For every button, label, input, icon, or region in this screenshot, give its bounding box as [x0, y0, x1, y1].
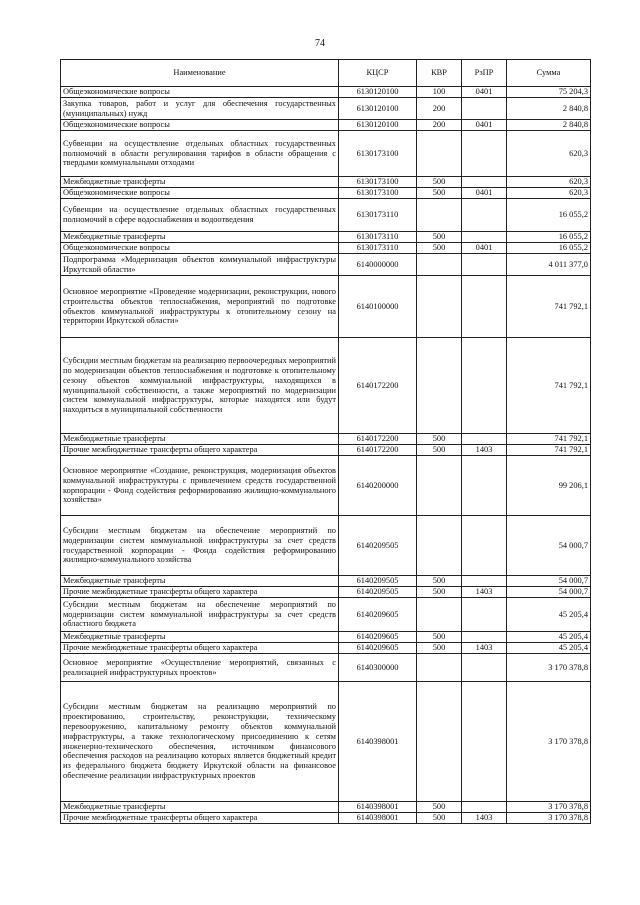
- cell-kcsr: 6140200000: [339, 456, 417, 516]
- cell-name: Прочие межбюджетные трансферты общего характера: [61, 587, 339, 598]
- cell-rzpr: [462, 516, 507, 576]
- cell-kcsr: 6130120100: [339, 98, 417, 120]
- cell-rzpr: 1403: [462, 643, 507, 654]
- cell-name: Межбюджетные трансферты: [61, 232, 339, 243]
- cell-kvr: [417, 131, 462, 177]
- cell-kcsr: 6140209505: [339, 516, 417, 576]
- cell-sum: 741 792,1: [507, 276, 591, 338]
- table-row: [61, 254, 591, 276]
- cell-sum: 54 000,7: [507, 587, 591, 598]
- cell-rzpr: 1403: [462, 587, 507, 598]
- cell-kvr: 500: [417, 434, 462, 445]
- cell-rzpr: [462, 276, 507, 338]
- table-row: [61, 632, 591, 643]
- cell-rzpr: 1403: [462, 813, 507, 824]
- cell-kcsr: 6130173100: [339, 131, 417, 177]
- cell-kvr: 500: [417, 587, 462, 598]
- cell-kcsr: 6130173110: [339, 232, 417, 243]
- table-row: [61, 598, 591, 632]
- table-row: [61, 445, 591, 456]
- cell-kvr: 500: [417, 813, 462, 824]
- cell-rzpr: [462, 682, 507, 802]
- table-row: [61, 276, 591, 338]
- cell-kcsr: 6130173100: [339, 177, 417, 188]
- cell-sum: 2 840,8: [507, 120, 591, 131]
- cell-kvr: 500: [417, 445, 462, 456]
- cell-name: Прочие межбюджетные трансферты общего характера: [61, 445, 339, 456]
- cell-kvr: [417, 682, 462, 802]
- table-row: [61, 131, 591, 177]
- cell-name: Субвенции на осуществление отдельных областных государственных полномочий в области регулирования тарифов в области обращения с твердыми коммунальными отходами: [61, 131, 339, 177]
- table-row: [61, 682, 591, 802]
- cell-sum: 741 792,1: [507, 434, 591, 445]
- cell-rzpr: [462, 232, 507, 243]
- cell-kvr: [417, 338, 462, 434]
- cell-kcsr: 6130173100: [339, 188, 417, 199]
- cell-sum: 45 205,4: [507, 598, 591, 632]
- cell-rzpr: [462, 802, 507, 813]
- cell-kcsr: 6140209505: [339, 576, 417, 587]
- cell-rzpr: 1403: [462, 445, 507, 456]
- table-row: [61, 643, 591, 654]
- cell-kvr: 500: [417, 643, 462, 654]
- cell-kcsr: 6130173110: [339, 243, 417, 254]
- cell-kvr: 500: [417, 576, 462, 587]
- cell-sum: 3 170 378,8: [507, 682, 591, 802]
- cell-name: Субсидии местным бюджетам на реализацию мероприятий по проектированию, строительству, реконструкции, техническому перевооружению, капитальному ремонту объектов коммунальной инфраструктуры, а также технологическому присоединению к сетям инженерно-технического обеспечения, источником финансового обеспечения расходов на реализацию которых является бюджетный кредит из федерального бюджета бюджету Иркутской области на финансовое обеспечение реализации инфраструктурных проектов: [61, 682, 339, 802]
- cell-name: Общеэкономические вопросы: [61, 87, 339, 98]
- cell-name: Субсидии местным бюджетам на обеспечение мероприятий по модернизации систем коммунальной инфраструктуры за счет средств областного бюджета: [61, 598, 339, 632]
- cell-rzpr: [462, 98, 507, 120]
- cell-name: Межбюджетные трансферты: [61, 177, 339, 188]
- table-row: [61, 802, 591, 813]
- cell-name: Субсидии местным бюджетам на реализацию первоочередных мероприятий по модернизации объектов теплоснабжения и подготовке к отопительному сезону объектов коммунальной инфраструктуры, находящихся в муниципальной собственности, а также мероприятий по модернизации систем коммунальной инфраструктуры, которые находятся или будут находиться в муниципальной собственности: [61, 338, 339, 434]
- header-kvr: КВР: [417, 60, 462, 87]
- cell-rzpr: [462, 456, 507, 516]
- cell-sum: 620,3: [507, 131, 591, 177]
- cell-kvr: 500: [417, 232, 462, 243]
- cell-name: Межбюджетные трансферты: [61, 632, 339, 643]
- cell-kcsr: 6140209605: [339, 598, 417, 632]
- table-row: [61, 98, 591, 120]
- cell-name: Закупка товаров, работ и услуг для обеспечения государственных (муниципальных) нужд: [61, 98, 339, 120]
- cell-name: Основное мероприятие «Создание, реконструкция, модернизация объектов коммунальной инфраструктуры с привлечением средств государственной корпорации - Фонд содействия реформированию жилищно-коммунального хозяйства»: [61, 456, 339, 516]
- table-row: [61, 456, 591, 516]
- table-row: [61, 120, 591, 131]
- cell-rzpr: [462, 177, 507, 188]
- page-number: 74: [315, 38, 325, 49]
- cell-rzpr: 0401: [462, 87, 507, 98]
- cell-kvr: [417, 654, 462, 682]
- table-row: [61, 516, 591, 576]
- cell-kvr: [417, 199, 462, 232]
- header-sum: Сумма: [507, 60, 591, 87]
- cell-kvr: 500: [417, 632, 462, 643]
- cell-sum: 4 011 377,0: [507, 254, 591, 276]
- cell-kvr: [417, 598, 462, 632]
- cell-sum: 3 170 378,8: [507, 654, 591, 682]
- table-row: [61, 232, 591, 243]
- cell-name: Прочие межбюджетные трансферты общего характера: [61, 813, 339, 824]
- cell-rzpr: 0401: [462, 120, 507, 131]
- table-body: [61, 87, 591, 824]
- cell-kvr: 100: [417, 87, 462, 98]
- table-row: [61, 199, 591, 232]
- table-row: [61, 576, 591, 587]
- cell-name: Прочие межбюджетные трансферты общего характера: [61, 643, 339, 654]
- cell-kcsr: 6130173110: [339, 199, 417, 232]
- cell-sum: 620,3: [507, 188, 591, 199]
- cell-sum: 2 840,8: [507, 98, 591, 120]
- table-row: [61, 654, 591, 682]
- cell-rzpr: [462, 131, 507, 177]
- cell-name: Межбюджетные трансферты: [61, 802, 339, 813]
- cell-rzpr: [462, 654, 507, 682]
- cell-sum: 99 206,1: [507, 456, 591, 516]
- cell-kvr: 500: [417, 177, 462, 188]
- table-row: [61, 188, 591, 199]
- cell-sum: 3 170 378,8: [507, 802, 591, 813]
- cell-name: Общеэкономические вопросы: [61, 188, 339, 199]
- cell-kcsr: 6140209605: [339, 643, 417, 654]
- cell-kvr: 500: [417, 802, 462, 813]
- cell-name: Общеэкономические вопросы: [61, 243, 339, 254]
- cell-kcsr: 6130120100: [339, 87, 417, 98]
- table-row: [61, 813, 591, 824]
- cell-sum: 16 055,2: [507, 199, 591, 232]
- cell-kvr: [417, 456, 462, 516]
- cell-kcsr: 6140398001: [339, 802, 417, 813]
- cell-kvr: 200: [417, 120, 462, 131]
- table-row: [61, 87, 591, 98]
- cell-kvr: 200: [417, 98, 462, 120]
- cell-name: Субвенции на осуществление отдельных областных государственных полномочий в сфере водоснабжения и водоотведения: [61, 199, 339, 232]
- cell-name: Межбюджетные трансферты: [61, 434, 339, 445]
- cell-sum: 75 204,3: [507, 87, 591, 98]
- cell-kvr: [417, 516, 462, 576]
- cell-sum: 741 792,1: [507, 445, 591, 456]
- cell-rzpr: [462, 254, 507, 276]
- cell-sum: 16 055,2: [507, 232, 591, 243]
- cell-rzpr: [462, 598, 507, 632]
- cell-kcsr: 6140172200: [339, 338, 417, 434]
- cell-kcsr: 6140398001: [339, 682, 417, 802]
- header-name: Наименование: [61, 60, 339, 87]
- cell-name: Общеэкономические вопросы: [61, 120, 339, 131]
- table-header-row: [61, 60, 591, 87]
- table-row: [61, 177, 591, 188]
- cell-sum: 3 170 378,8: [507, 813, 591, 824]
- cell-sum: 16 055,2: [507, 243, 591, 254]
- cell-name: Подпрограмма «Модернизация объектов коммунальной инфраструктуры Иркутской области»: [61, 254, 339, 276]
- cell-kcsr: 6140000000: [339, 254, 417, 276]
- cell-kcsr: 6130120100: [339, 120, 417, 131]
- cell-kvr: 500: [417, 243, 462, 254]
- cell-sum: 54 000,7: [507, 576, 591, 587]
- cell-rzpr: [462, 576, 507, 587]
- table-row: [61, 587, 591, 598]
- cell-rzpr: [462, 434, 507, 445]
- cell-sum: 45 205,4: [507, 643, 591, 654]
- cell-kvr: [417, 276, 462, 338]
- cell-kcsr: 6140209605: [339, 632, 417, 643]
- table-row: [61, 338, 591, 434]
- cell-name: Субсидии местным бюджетам на обеспечение мероприятий по модернизации систем коммунальной инфраструктуры за счет средств государственной корпорации - Фонда содействия реформированию жилищно-коммунального хозяйства: [61, 516, 339, 576]
- table-row: [61, 434, 591, 445]
- cell-rzpr: [462, 632, 507, 643]
- cell-rzpr: [462, 199, 507, 232]
- table-row: [61, 243, 591, 254]
- cell-kcsr: 6140172200: [339, 434, 417, 445]
- cell-kcsr: 6140209505: [339, 587, 417, 598]
- header-rzpr: РзПР: [462, 60, 507, 87]
- cell-sum: 54 000,7: [507, 516, 591, 576]
- cell-name: Основное мероприятие «Проведение модернизации, реконструкции, нового строительства объектов теплоснабжения, мероприятий по подготовке объектов коммунальной инфраструктуры к отопительному сезону на территории Иркутской области»: [61, 276, 339, 338]
- cell-sum: 45 205,4: [507, 632, 591, 643]
- cell-kvr: 500: [417, 188, 462, 199]
- cell-kvr: [417, 254, 462, 276]
- cell-rzpr: 0401: [462, 243, 507, 254]
- budget-table: [60, 59, 591, 824]
- header-kcsr: КЦСР: [339, 60, 417, 87]
- cell-name: Межбюджетные трансферты: [61, 576, 339, 587]
- cell-rzpr: [462, 338, 507, 434]
- cell-kcsr: 6140100000: [339, 276, 417, 338]
- cell-sum: 620,3: [507, 177, 591, 188]
- cell-sum: 741 792,1: [507, 338, 591, 434]
- cell-rzpr: 0401: [462, 188, 507, 199]
- cell-name: Основное мероприятие «Осуществление мероприятий, связанных с реализацией инфраструктурных проектов»: [61, 654, 339, 682]
- cell-kcsr: 6140300000: [339, 654, 417, 682]
- cell-kcsr: 6140172200: [339, 445, 417, 456]
- cell-kcsr: 6140398001: [339, 813, 417, 824]
